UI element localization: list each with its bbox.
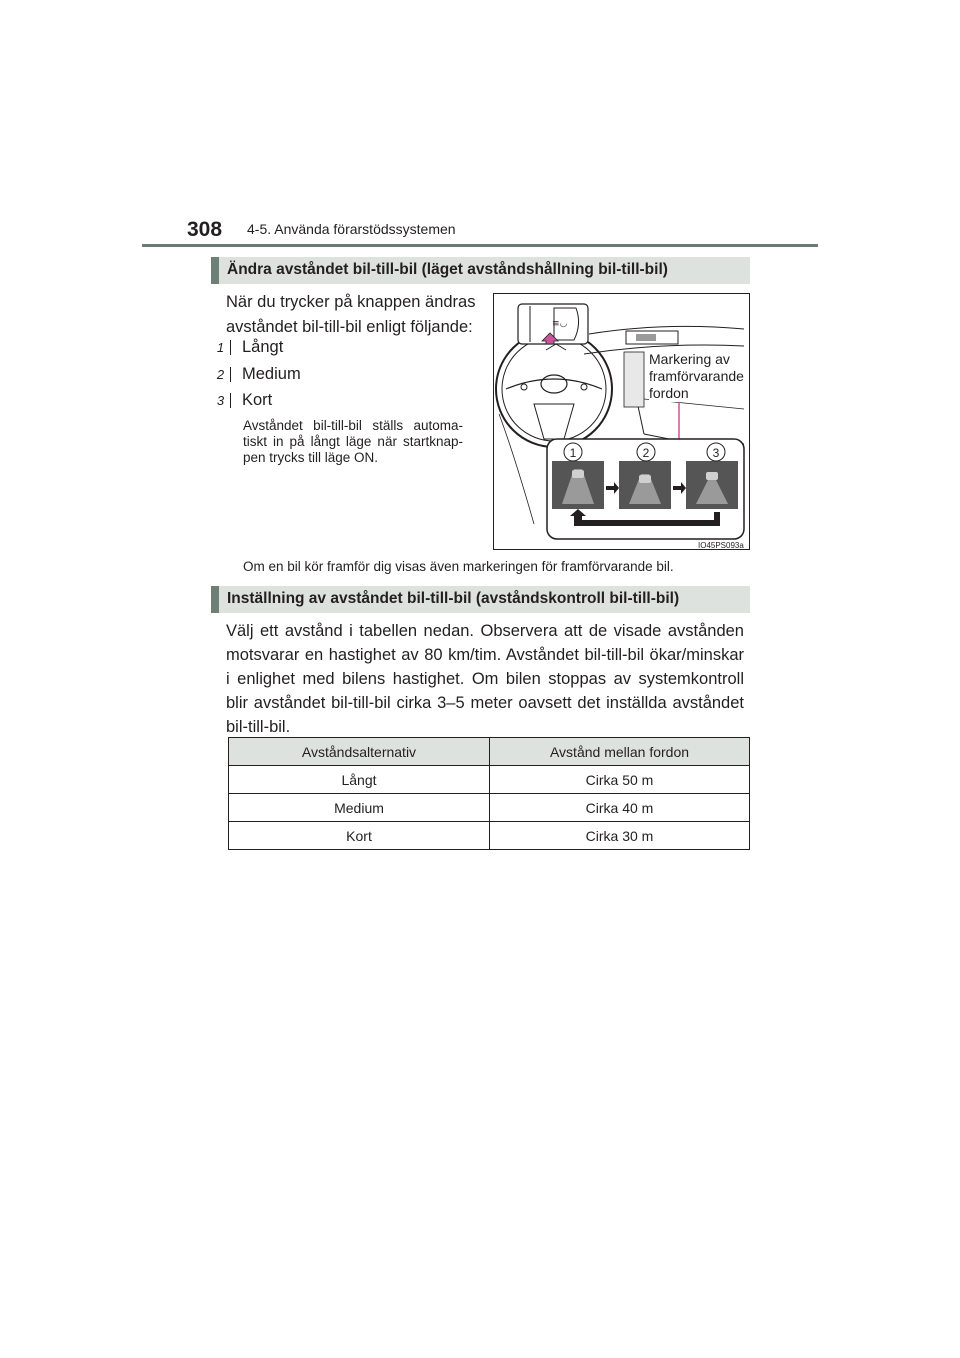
step-1-number: 1 (569, 446, 577, 460)
section-heading-change-distance (211, 257, 750, 284)
table-cell: Cirka 50 m (490, 766, 750, 794)
figure-code: IO45PS093a (698, 541, 744, 550)
option-item-medium (213, 365, 301, 384)
option-label: Kort (242, 391, 273, 409)
note-text: Avståndet bil-till-bil ställs automa-tiskt in på långt läge när startknap-pen trycks till läge ON. (243, 418, 463, 465)
option-item-short (213, 391, 272, 410)
table-row (229, 766, 750, 794)
table-cell: Cirka 40 m (490, 794, 750, 822)
table-cell: Långt (229, 766, 490, 794)
option-item-long (213, 338, 283, 357)
steering-wheel-illustration (493, 293, 750, 550)
option-label: Långt (242, 338, 284, 356)
section-heading-text: Inställning av avståndet bil-till-bil (avståndskontroll bil-till-bil) (227, 590, 680, 607)
body-paragraph: Välj ett avstånd i tabellen nedan. Observera att de visade avstånden motsvarar en hastighet av 80 km/tim. Avståndet bil-till-bil ökar/minskar i enlighet med bilens hastighet. Om bilen stoppas av systemkontroll blir avståndet bil-till-bil cirka 3–5 meter oavsett det inställda avståndet bil-till-bil. (226, 622, 744, 736)
option-number: 1 (213, 340, 231, 355)
table-cell: Cirka 30 m (490, 822, 750, 850)
step-3-number: 3 (712, 446, 720, 460)
intro-text: När du trycker på knappen ändras avståndet bil-till-bil enligt följande: (226, 293, 476, 336)
figure-callout-label: Markering av framförvarande fordon (649, 351, 749, 402)
table-cell: Kort (229, 822, 490, 850)
section-heading-text: Ändra avståndet bil-till-bil (läget avståndshållning bil-till-bil) (227, 261, 668, 278)
table-header-cell: Avståndsalternativ (229, 738, 490, 766)
dashboard-drawing (494, 294, 749, 549)
page-number: 308 (187, 218, 223, 241)
table-row (229, 822, 750, 850)
table-header-row (229, 738, 750, 766)
svg-text:≡◡: ≡◡ (552, 319, 568, 329)
figure-caption: Om en bil kör framför dig visas även markeringen för framförvarande bil. (243, 559, 674, 574)
option-number: 2 (213, 367, 231, 382)
section-heading-distance-setting (211, 586, 750, 613)
option-label: Medium (242, 365, 301, 383)
option-number: 3 (213, 393, 231, 408)
chapter-title: 4-5. Använda förarstödssystemen (247, 221, 456, 237)
table-row (229, 794, 750, 822)
step-2-number: 2 (642, 446, 650, 460)
table-cell: Medium (229, 794, 490, 822)
distance-table (228, 737, 750, 850)
distance-display-screens (552, 461, 738, 509)
header-divider (142, 244, 818, 247)
table-header-cell: Avstånd mellan fordon (490, 738, 750, 766)
